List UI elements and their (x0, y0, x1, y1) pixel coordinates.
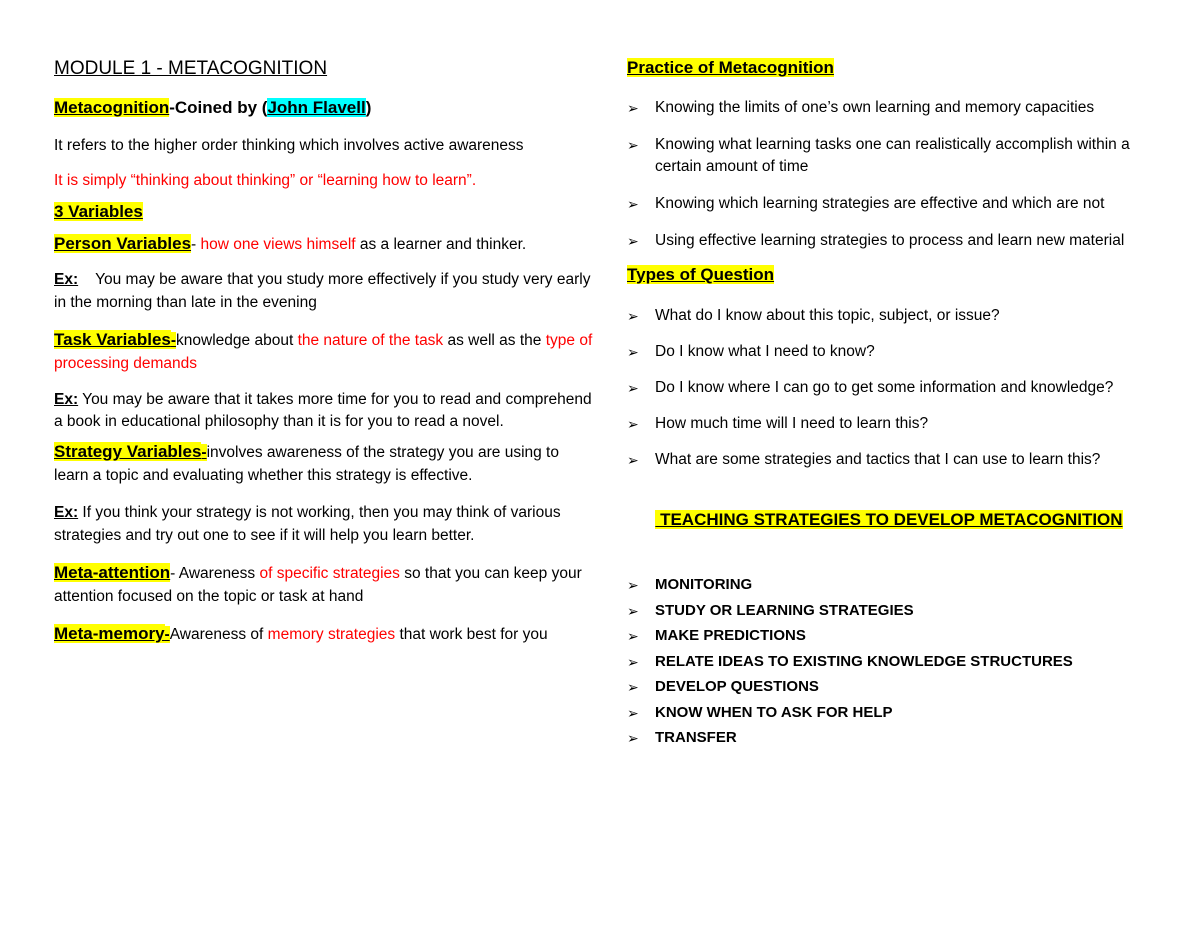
list-item: ➢ MONITORING (627, 574, 1157, 596)
arrow-bullet-icon: ➢ (627, 704, 639, 721)
person-variables-term: Person Variables (54, 234, 192, 253)
arrow-bullet-icon: ➢ (627, 653, 639, 670)
coined-prefix: -Coined by ( (169, 98, 268, 117)
arrow-bullet-icon: ➢ (627, 380, 639, 396)
list-item: ➢ How much time will I need to learn this? (627, 413, 1157, 435)
task-variables-text2: as well as the (443, 332, 546, 349)
list-item: ➢ MAKE PREDICTIONS (627, 625, 1157, 647)
arrow-bullet-icon: ➢ (627, 196, 639, 212)
list-item: ➢ What are some strategies and tactics that I can use to learn this? (627, 449, 1157, 471)
task-example (54, 389, 594, 432)
question-list (627, 305, 1157, 471)
strategy-example-label: Ex: (54, 504, 79, 521)
person-example-text: You may be aware that you study more effectively if you study very early in the morning than late in the evening (54, 271, 595, 311)
module-title: MODULE 1 - METACOGNITION (54, 58, 328, 79)
arrow-bullet-icon: ➢ (627, 416, 639, 432)
coined-suffix: ) (365, 98, 372, 117)
metacognition-heading (54, 96, 594, 120)
meta-memory-text1: Awareness of (169, 626, 268, 643)
teaching-heading-label: TEACHING STRATEGIES TO DEVELOP METACOGNITION (655, 510, 1123, 529)
list-item: ➢ KNOW WHEN TO ASK FOR HELP (627, 702, 1157, 724)
list-item: ➢ STUDY OR LEARNING STRATEGIES (627, 600, 1157, 622)
arrow-bullet-icon: ➢ (627, 602, 639, 619)
meta-memory-term: Meta-memory (54, 624, 165, 643)
strategy-example-text: If you think your strategy is not working, then you may think of various strategies and try out one to see if it will help you learn better. (54, 504, 561, 544)
task-variables-dash: - (170, 332, 177, 349)
list-item: ➢ Do I know where I can go to get some information and knowledge? (627, 377, 1157, 399)
teaching-heading (627, 484, 1157, 556)
meta-memory-text2: that work best for you (395, 626, 548, 643)
practice-list (627, 97, 1157, 252)
arrow-bullet-icon: ➢ (627, 730, 639, 746)
practice-heading (627, 56, 1157, 80)
strategy-variables-dash: - (201, 444, 207, 461)
arrow-bullet-icon: ➢ (627, 100, 639, 116)
list-item: ➢ Knowing the limits of one’s own learning and memory capacities (627, 97, 1157, 119)
task-variables-text1: knowledge about (176, 332, 298, 349)
list-item: ➢ Knowing which learning strategies are effective and which are not (627, 193, 1157, 215)
metacognition-term: Metacognition (54, 98, 170, 117)
strategy-variables (54, 440, 594, 487)
variables-heading (54, 200, 594, 224)
meta-attention (54, 561, 594, 608)
person-example-label: Ex: (54, 271, 79, 288)
strategy-example (54, 501, 594, 547)
meta-attention-term: Meta-attention (54, 563, 171, 582)
arrow-bullet-icon: ➢ (627, 344, 639, 360)
definition-text: It refers to the higher order thinking which involves active awareness (54, 137, 524, 154)
task-variables-term: Task Variables (54, 330, 171, 349)
person-variables (54, 232, 594, 256)
person-variables-dash: - (191, 236, 201, 253)
types-heading (627, 263, 1157, 287)
person-variables-rest: as a learner and thinker. (355, 236, 527, 253)
task-example-label: Ex: (54, 391, 79, 408)
meta-memory-dash: - (164, 626, 170, 643)
arrow-bullet-icon: ➢ (627, 577, 639, 593)
arrow-bullet-icon: ➢ (627, 137, 639, 153)
list-item: ➢ Knowing what learning tasks one can realistically accomplish within a certain amount of time (627, 136, 1130, 175)
strategy-variables-text: involves awareness of the strategy you are using to learn a topic and evaluating whether this strategy is effective. (54, 444, 559, 484)
arrow-bullet-icon: ➢ (627, 233, 639, 249)
arrow-bullet-icon: ➢ (627, 308, 639, 324)
list-item: ➢ DEVELOP QUESTIONS (627, 676, 1157, 698)
types-heading-label: Types of Question (627, 265, 775, 284)
person-variables-red: how one views himself (200, 236, 356, 253)
task-example-text: You may be aware that it takes more time for you to read and comprehend a book in educational philosophy than it is for you to read a novel. (54, 391, 592, 430)
list-item: ➢ What do I know about this topic, subject, or issue? (627, 305, 1157, 327)
list-item: ➢ Do I know what I need to know? (627, 341, 1157, 363)
task-variables-red2: type of processing demands (54, 332, 593, 372)
arrow-bullet-icon: ➢ (627, 679, 639, 695)
meta-attention-text1: - Awareness (170, 565, 260, 582)
list-item: ➢ Using effective learning strategies to process and learn new material (627, 230, 1157, 252)
arrow-bullet-icon: ➢ (627, 628, 639, 644)
task-variables-red1: the nature of the task (297, 332, 444, 349)
person-example (54, 268, 594, 314)
meta-attention-red: of specific strategies (259, 565, 400, 582)
list-item: ➢ RELATE IDEAS TO EXISTING KNOWLEDGE STRUCTURES (627, 651, 1157, 673)
list-item: ➢ TRANSFER (627, 727, 1157, 749)
left-column (54, 58, 594, 646)
meta-memory-red: memory strategies (267, 626, 396, 643)
task-variables (54, 328, 594, 375)
right-column (627, 56, 1157, 753)
meta-memory (54, 622, 594, 646)
simply-text: It is simply “thinking about thinking” or “learning how to learn”. (54, 172, 477, 189)
teaching-list (627, 574, 1157, 749)
practice-heading-label: Practice of Metacognition (627, 58, 834, 77)
arrow-bullet-icon: ➢ (627, 452, 639, 468)
variables-heading-label: 3 Variables (54, 202, 143, 221)
meta-attention-text2: so that you can keep your attention focused on the topic or task at hand (54, 565, 582, 605)
strategy-variables-term: Strategy Variables (54, 442, 202, 461)
john-flavell: John Flavell (267, 98, 366, 117)
